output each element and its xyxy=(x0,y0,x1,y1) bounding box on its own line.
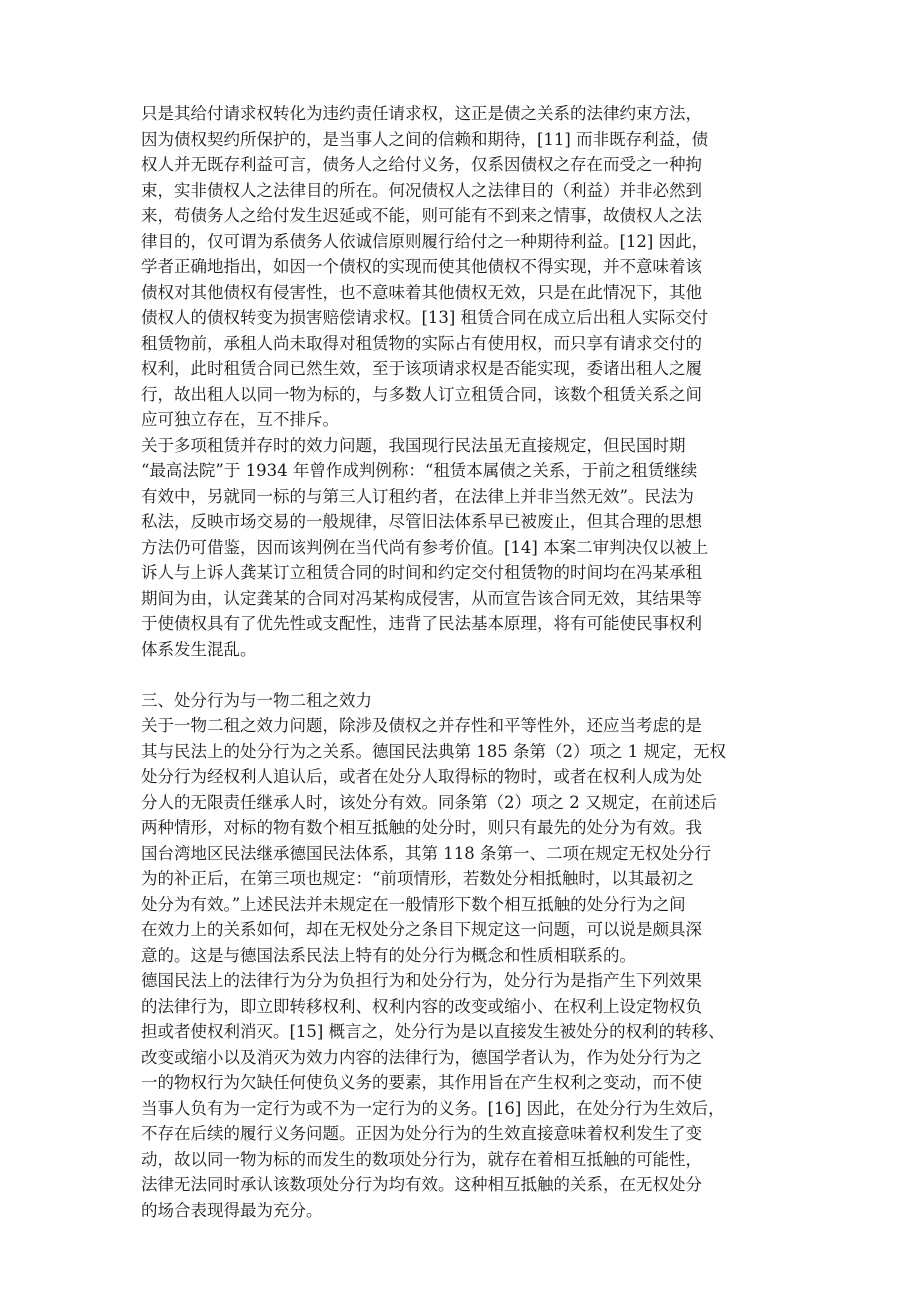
text-line: 权人并无既存利益可言，债务人之给付义务，仅系因债权之存在而受之一种拘 xyxy=(141,155,702,174)
text-line: 学者正确地指出，如因一个债权的实现而使其他债权不得实现，并不意味着该 xyxy=(141,257,702,276)
text-line: 处分行为经权利人追认后，或者在处分人取得标的物时，或者在权利人成为处 xyxy=(141,767,702,786)
text-line: 一的物权行为欠缺任何使负义务的要素，其作用旨在产生权利之变动，而不使 xyxy=(141,1073,702,1092)
text-line: 德国民法上的法律行为分为负担行为和处分行为，处分行为是指产生下列效果 xyxy=(141,971,702,990)
text-line: 债权对其他债权有侵害性，也不意味着其他债权无效，只是在此情况下，其他 xyxy=(141,282,702,302)
text-line: 期间为由，认定龚某的合同对冯某构成侵害，从而宣告该合同无效，其结果等 xyxy=(141,588,702,608)
text-line: 有效中，另就同一标的与第三人订租约者，在法律上并非当然无效”。民法为 xyxy=(141,486,694,506)
text-line: 于使债权具有了优先性或支配性，违背了民法基本原理，将有可能使民事权利 xyxy=(141,614,702,633)
text-line: 律目的，仅可谓为系债务人依诚信原则履行给付之一种期待利益。[12] 因此， xyxy=(141,231,709,251)
text-line: 租赁物前，承租人尚未取得对租赁物的实际占有使用权，而只享有请求交付的 xyxy=(141,333,702,353)
text-line: 为的补正后，在第三项也规定：“前项情形，若数处分相抵触时，以其最初之 xyxy=(141,869,694,888)
text-line: 两种情形，对标的物有数个相互抵触的处分时，则只有最先的处分为有效。我 xyxy=(141,818,702,837)
text-line: 权利，此时租赁合同已然生效，至于该项请求权是否能实现，委诸出租人之履 xyxy=(141,359,702,378)
text-line: 法律无法同时承认该数项处分行为均有效。这种相互抵触的关系，在无权处分 xyxy=(141,1175,702,1194)
text-line: 私法，反映市场交易的一般规律，尽管旧法体系早已被废止，但其合理的思想 xyxy=(141,512,702,531)
text-line: 处分为有效。”上述民法并未规定在一般情形下数个相互抵触的处分行为之间 xyxy=(141,894,686,914)
text-line: 关于多项租赁并存时的效力问题，我国现行民法虽无直接规定，但民国时期 xyxy=(141,435,686,455)
text-line: 改变或缩小以及消灭为效力内容的法律行为，德国学者认为，作为处分行为之 xyxy=(141,1047,702,1067)
text-line: 只是其给付请求权转化为违约责任请求权，这正是债之关系的法律约束方法， xyxy=(141,104,702,123)
text-line: 债权人的债权转变为损害赔偿请求权。[13] 租赁合同在成立后出租人实际交付 xyxy=(141,308,709,327)
text-line: 诉人与上诉人龚某订立租赁合同的时间和约定交付租赁物的时间均在冯某承租 xyxy=(141,563,702,582)
text-line: 来，苟债务人之给付发生迟延或不能，则可能有不到来之情事，故债权人之法 xyxy=(141,206,702,225)
text-line: 方法仍可借鉴，因而该判例在当代尚有参考价值。[14] 本案二审判决仅以被上 xyxy=(141,537,709,557)
text-line: 其与民法上的处分行为之关系。德国民法典第 185 条第（2）项之 1 规定，无权 xyxy=(141,741,726,761)
text-line: “最高法院”于 1934 年曾作成判例称：“租赁本属债之关系，于前之租赁继续 xyxy=(141,461,698,480)
text-line: 应可独立存在，互不排斥。 xyxy=(141,410,339,429)
text-line: 的场合表现得最为充分。 xyxy=(141,1200,323,1220)
document-page xyxy=(141,101,801,1223)
blank-line xyxy=(141,662,801,688)
heading-line: 三、处分行为与一物二租之效力 xyxy=(141,690,372,710)
text-line: 担或者使权利消灭。[15] 概言之，处分行为是以直接发生被处分的权利的转移、 xyxy=(141,1022,725,1041)
text-line: 关于一物二租之效力问题，除涉及债权之并存性和平等性外，还应当考虑的是 xyxy=(141,716,702,735)
text-line: 因为债权契约所保护的，是当事人之间的信赖和期待，[11] 而非既存利益，债 xyxy=(141,129,709,149)
body-paragraph xyxy=(141,101,801,433)
text-line: 束，实非债权人之法律目的所在。何况债权人之法律目的（利益）并非必然到 xyxy=(141,180,702,200)
body-paragraph xyxy=(141,713,801,968)
text-line: 的法律行为，即立即转移权利、权利内容的改变或缩小、在权利上设定物权负 xyxy=(141,996,702,1016)
text-line: 行，故出租人以同一物为标的，与多数人订立租赁合同，该数个租赁关系之间 xyxy=(141,384,702,404)
body-paragraph xyxy=(141,968,801,1223)
text-line: 在效力上的关系如何，却在无权处分之条目下规定这一问题，可以说是颇具深 xyxy=(141,920,702,939)
text-line: 动，故以同一物为标的而发生的数项处分行为，就存在着相互抵触的可能性， xyxy=(141,1149,702,1169)
text-line: 体系发生混乱。 xyxy=(141,639,257,659)
text-line: 当事人负有为一定行为或不为一定行为的义务。[16] 因此，在处分行为生效后， xyxy=(141,1098,725,1118)
section-heading xyxy=(141,688,801,714)
text-line: 意的。这是与德国法系民法上特有的处分行为概念和性质相联系的。 xyxy=(141,945,636,965)
text-line: 国台湾地区民法继承德国民法体系，其第 118 条第一、二项在规定无权处分行 xyxy=(141,843,711,863)
text-line: 分人的无限责任继承人时，该处分有效。同条第（2）项之 2 又规定，在前述后 xyxy=(141,792,717,812)
text-line: 不存在后续的履行义务问题。正因为处分行为的生效直接意味着权利发生了变 xyxy=(141,1124,702,1143)
body-paragraph xyxy=(141,433,801,663)
